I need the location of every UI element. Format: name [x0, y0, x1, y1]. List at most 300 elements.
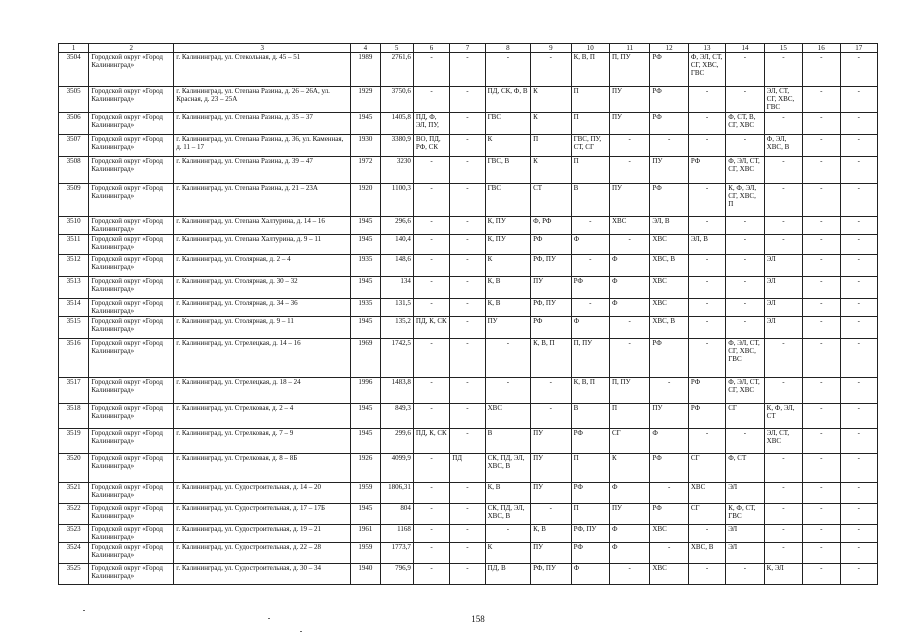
table-row: [59, 255, 878, 277]
cell-col-16: -: [803, 53, 840, 87]
cell-area: 3230: [380, 157, 413, 184]
cell-build-year: 1945: [351, 277, 380, 299]
cell-build-year: 1996: [351, 378, 380, 404]
table-row: [59, 184, 878, 217]
cell-col-8: -: [485, 339, 531, 378]
cell-record-number: 3520: [59, 454, 89, 483]
cell-col-16: -: [803, 404, 840, 429]
cell-col-17: -: [840, 404, 878, 429]
register-sheet: [58, 43, 878, 585]
cell-col-7: -: [450, 255, 485, 277]
cell-build-year: 1945: [351, 429, 380, 454]
cell-col-15: -: [764, 113, 802, 135]
cell-col-13: -: [688, 317, 725, 339]
cell-area: 796,9: [380, 564, 413, 585]
table-row: [59, 87, 878, 113]
cell-col-8: ПУ: [485, 317, 531, 339]
table-row: [59, 404, 878, 429]
cell-col-11: Ф: [609, 543, 649, 564]
cell-col-16: -: [803, 454, 840, 483]
cell-col-17: -: [840, 429, 878, 454]
cell-col-10: П, ПУ: [571, 339, 609, 378]
table-row: [59, 235, 878, 255]
cell-col-13: -: [688, 525, 725, 543]
cell-record-number: 3523: [59, 525, 89, 543]
cell-address: г. Калининград, ул. Столярная, д. 34 – 36: [174, 299, 351, 317]
cell-col-8: К, В: [485, 299, 531, 317]
cell-record-number: 3521: [59, 483, 89, 504]
cell-municipality: Городской округ «Город Калининград»: [89, 277, 174, 299]
cell-col-12: РФ: [650, 53, 688, 87]
scan-speck: [268, 618, 270, 619]
cell-col-13: -: [688, 113, 725, 135]
cell-col-17: -: [840, 483, 878, 504]
cell-col-6: ПД, К, СК: [413, 429, 449, 454]
cell-build-year: 1959: [351, 483, 380, 504]
cell-col-11: Ф: [609, 525, 649, 543]
cell-municipality: Городской округ «Город Калининград»: [89, 299, 174, 317]
cell-col-13: -: [688, 184, 725, 217]
cell-col-7: -: [450, 299, 485, 317]
cell-build-year: 1989: [351, 53, 380, 87]
cell-col-10: РФ: [571, 483, 609, 504]
cell-record-number: 3517: [59, 378, 89, 404]
table-row: [59, 113, 878, 135]
cell-col-17: -: [840, 184, 878, 217]
cell-col-11: -: [609, 317, 649, 339]
cell-col-17: -: [840, 504, 878, 525]
cell-col-6: -: [413, 255, 449, 277]
housing-register-table: [58, 43, 878, 585]
cell-col-13: Ф, ЭЛ, СТ, СГ, ХВС, ГВС: [688, 53, 725, 87]
cell-build-year: 1926: [351, 454, 380, 483]
cell-col-9: -: [531, 404, 571, 429]
cell-build-year: 1940: [351, 564, 380, 585]
cell-area: 2761,6: [380, 53, 413, 87]
cell-col-7: -: [450, 429, 485, 454]
cell-col-9: РФ, ПУ: [531, 255, 571, 277]
cell-col-12: РФ: [650, 113, 688, 135]
cell-address: г. Калининград, ул. Стрелковая, д. 7 – 9: [174, 429, 351, 454]
cell-address: г. Калининград, ул. Столярная, д. 9 – 11: [174, 317, 351, 339]
cell-col-16: -: [803, 113, 840, 135]
cell-col-14: -: [726, 135, 764, 157]
cell-col-12: -: [650, 378, 688, 404]
table-row: [59, 317, 878, 339]
table-row: [59, 217, 878, 235]
cell-col-13: РФ: [688, 378, 725, 404]
cell-col-9: К: [531, 87, 571, 113]
cell-record-number: 3511: [59, 235, 89, 255]
cell-col-16: -: [803, 87, 840, 113]
column-number-row: [59, 44, 878, 53]
cell-build-year: 1969: [351, 339, 380, 378]
cell-area: 1168: [380, 525, 413, 543]
cell-col-14: Ф, СТ, В, СГ, ХВС: [726, 113, 764, 135]
cell-municipality: Городской округ «Город Калининград»: [89, 87, 174, 113]
column-number-8: 8: [485, 44, 531, 53]
cell-col-8: СК, ПД, ЭЛ, ХВС, В: [485, 504, 531, 525]
cell-area: 140,4: [380, 235, 413, 255]
cell-col-7: -: [450, 235, 485, 255]
cell-municipality: Городской округ «Город Калининград»: [89, 404, 174, 429]
cell-address: г. Калининград, ул. Стрелковая, д. 8 – 8Б: [174, 454, 351, 483]
cell-col-7: -: [450, 184, 485, 217]
cell-col-12: ХВС, В: [650, 317, 688, 339]
cell-col-8: ГВС: [485, 184, 531, 217]
cell-col-15: ЭЛ: [764, 299, 802, 317]
cell-col-6: -: [413, 504, 449, 525]
table-row: [59, 543, 878, 564]
cell-area: 3380,9: [380, 135, 413, 157]
cell-col-16: -: [803, 525, 840, 543]
cell-col-9: СТ: [531, 184, 571, 217]
cell-col-15: К, Ф, ЭЛ, СТ: [764, 404, 802, 429]
cell-col-16: -: [803, 429, 840, 454]
cell-area: 1773,7: [380, 543, 413, 564]
cell-col-10: РФ: [571, 543, 609, 564]
cell-municipality: Городской округ «Город Калининград»: [89, 113, 174, 135]
cell-col-8: ГВС, В: [485, 157, 531, 184]
cell-col-17: -: [840, 454, 878, 483]
cell-address: г. Калининград, ул. Степана Разина, д. 36, ул. Каменная, д. 11 – 17: [174, 135, 351, 157]
column-number-14: 14: [726, 44, 764, 53]
cell-address: г. Калининград, ул. Степана Разина, д. 35 – 37: [174, 113, 351, 135]
cell-col-12: Ф: [650, 429, 688, 454]
cell-col-17: -: [840, 299, 878, 317]
table-row: [59, 135, 878, 157]
cell-address: г. Калининград, ул. Стрелецкая, д. 18 – 24: [174, 378, 351, 404]
cell-col-15: -: [764, 217, 802, 235]
cell-col-7: -: [450, 277, 485, 299]
cell-record-number: 3518: [59, 404, 89, 429]
cell-build-year: 1945: [351, 113, 380, 135]
cell-address: г. Калининград, ул. Судостроительная, д. 17 – 17Б: [174, 504, 351, 525]
cell-col-7: -: [450, 217, 485, 235]
cell-address: г. Калининград, ул. Судостроительная, д. 30 – 34: [174, 564, 351, 585]
cell-col-10: РФ: [571, 277, 609, 299]
cell-col-12: ПУ: [650, 157, 688, 184]
cell-col-16: -: [803, 157, 840, 184]
table-row: [59, 429, 878, 454]
cell-col-17: -: [840, 378, 878, 404]
column-number-5: 5: [380, 44, 413, 53]
cell-col-13: СГ: [688, 504, 725, 525]
cell-col-13: РФ: [688, 157, 725, 184]
cell-col-9: -: [531, 378, 571, 404]
cell-col-16: -: [803, 135, 840, 157]
cell-col-9: ПУ: [531, 429, 571, 454]
cell-col-15: -: [764, 184, 802, 217]
cell-record-number: 3506: [59, 113, 89, 135]
cell-record-number: 3510: [59, 217, 89, 235]
cell-col-14: К, Ф, ЭЛ, СГ, ХВС, П: [726, 184, 764, 217]
cell-col-16: -: [803, 564, 840, 585]
cell-col-13: -: [688, 277, 725, 299]
cell-col-12: ХВС: [650, 299, 688, 317]
cell-col-11: ПУ: [609, 504, 649, 525]
cell-col-10: П: [571, 113, 609, 135]
cell-col-9: РФ: [531, 317, 571, 339]
cell-col-13: ЭЛ, В: [688, 235, 725, 255]
cell-col-12: ХВС: [650, 277, 688, 299]
cell-col-8: ПД, СК, Ф, В: [485, 87, 531, 113]
cell-col-11: П, ПУ: [609, 53, 649, 87]
cell-municipality: Городской округ «Город Калининград»: [89, 53, 174, 87]
cell-col-12: ХВС, В: [650, 255, 688, 277]
cell-col-11: Ф: [609, 299, 649, 317]
cell-col-17: -: [840, 255, 878, 277]
cell-col-17: -: [840, 135, 878, 157]
cell-col-11: П: [609, 404, 649, 429]
cell-col-10: ГВС, ПУ, СТ, СГ: [571, 135, 609, 157]
cell-col-17: -: [840, 525, 878, 543]
cell-col-8: К: [485, 255, 531, 277]
cell-col-15: -: [764, 504, 802, 525]
cell-col-9: ПУ: [531, 543, 571, 564]
cell-build-year: 1945: [351, 235, 380, 255]
cell-col-9: Ф, РФ: [531, 217, 571, 235]
cell-col-14: Ф, ЭЛ, СТ, СГ, ХВС, ГВС: [726, 339, 764, 378]
cell-build-year: 1972: [351, 157, 380, 184]
cell-col-6: -: [413, 454, 449, 483]
cell-col-16: -: [803, 378, 840, 404]
cell-col-17: -: [840, 339, 878, 378]
table-row: [59, 378, 878, 404]
cell-col-14: ЭЛ: [726, 483, 764, 504]
cell-col-16: -: [803, 483, 840, 504]
cell-col-17: -: [840, 317, 878, 339]
cell-col-8: ПД, В: [485, 564, 531, 585]
cell-col-6: -: [413, 53, 449, 87]
cell-build-year: 1959: [351, 543, 380, 564]
cell-col-15: ЭЛ: [764, 255, 802, 277]
cell-col-15: -: [764, 378, 802, 404]
cell-col-10: К, В, П: [571, 378, 609, 404]
cell-col-14: Ф, ЭЛ, СТ, СГ, ХВС: [726, 378, 764, 404]
cell-col-6: -: [413, 339, 449, 378]
cell-col-9: К: [531, 113, 571, 135]
cell-record-number: 3516: [59, 339, 89, 378]
cell-col-15: -: [764, 525, 802, 543]
cell-address: г. Калининград, ул. Судостроительная, д. 14 – 20: [174, 483, 351, 504]
cell-col-13: -: [688, 217, 725, 235]
cell-address: г. Калининград, ул. Столярная, д. 2 – 4: [174, 255, 351, 277]
cell-col-11: ПУ: [609, 113, 649, 135]
cell-area: 849,3: [380, 404, 413, 429]
cell-record-number: 3509: [59, 184, 89, 217]
column-number-3: 3: [174, 44, 351, 53]
cell-col-6: -: [413, 217, 449, 235]
cell-area: 804: [380, 504, 413, 525]
cell-col-11: Ф: [609, 277, 649, 299]
cell-address: г. Калининград, ул. Степана Разина, д. 39 – 47: [174, 157, 351, 184]
page-number: 158: [471, 614, 485, 624]
cell-col-7: -: [450, 504, 485, 525]
cell-col-14: -: [726, 235, 764, 255]
cell-col-15: -: [764, 454, 802, 483]
cell-col-8: К, В: [485, 483, 531, 504]
cell-area: 1483,8: [380, 378, 413, 404]
column-number-6: 6: [413, 44, 449, 53]
cell-col-14: -: [726, 255, 764, 277]
cell-col-16: -: [803, 255, 840, 277]
table-row: [59, 504, 878, 525]
cell-area: 135,2: [380, 317, 413, 339]
cell-col-12: -: [650, 483, 688, 504]
cell-col-9: РФ, ПУ: [531, 299, 571, 317]
cell-area: 1742,5: [380, 339, 413, 378]
cell-col-13: СГ: [688, 454, 725, 483]
column-number-12: 12: [650, 44, 688, 53]
cell-area: 3750,6: [380, 87, 413, 113]
column-number-16: 16: [803, 44, 840, 53]
cell-col-10: РФ: [571, 429, 609, 454]
column-number-13: 13: [688, 44, 725, 53]
cell-area: 4099,9: [380, 454, 413, 483]
cell-address: г. Калининград, ул. Стекольная, д. 45 – 51: [174, 53, 351, 87]
cell-municipality: Городской округ «Город Калининград»: [89, 564, 174, 585]
cell-area: 299,6: [380, 429, 413, 454]
cell-municipality: Городской округ «Город Калининград»: [89, 543, 174, 564]
cell-col-14: -: [726, 217, 764, 235]
cell-col-12: РФ: [650, 87, 688, 113]
cell-col-7: -: [450, 317, 485, 339]
cell-col-13: -: [688, 299, 725, 317]
cell-col-15: -: [764, 483, 802, 504]
cell-address: г. Калининград, ул. Судостроительная, д. 22 – 28: [174, 543, 351, 564]
cell-col-8: К, В: [485, 277, 531, 299]
cell-col-14: -: [726, 429, 764, 454]
cell-col-8: ХВС: [485, 404, 531, 429]
cell-col-14: К, Ф, СТ, ГВС: [726, 504, 764, 525]
cell-col-16: -: [803, 184, 840, 217]
cell-address: г. Калининград, ул. Столярная, д. 30 – 32: [174, 277, 351, 299]
cell-col-16: -: [803, 299, 840, 317]
scan-speck: [300, 631, 302, 632]
cell-col-12: РФ: [650, 504, 688, 525]
cell-col-7: -: [450, 404, 485, 429]
cell-col-17: -: [840, 113, 878, 135]
cell-col-8: К, ПУ: [485, 217, 531, 235]
cell-col-10: Ф: [571, 564, 609, 585]
table-row: [59, 525, 878, 543]
cell-col-13: РФ: [688, 404, 725, 429]
cell-col-12: ПУ: [650, 404, 688, 429]
cell-area: 296,6: [380, 217, 413, 235]
cell-col-10: РФ, ПУ: [571, 525, 609, 543]
cell-col-9: ПУ: [531, 277, 571, 299]
cell-col-10: В: [571, 184, 609, 217]
cell-col-9: -: [531, 53, 571, 87]
cell-col-11: ХВС: [609, 217, 649, 235]
column-number-9: 9: [531, 44, 571, 53]
cell-record-number: 3505: [59, 87, 89, 113]
cell-col-15: К, ЭЛ: [764, 564, 802, 585]
column-number-7: 7: [450, 44, 485, 53]
cell-col-11: К: [609, 454, 649, 483]
cell-col-6: -: [413, 543, 449, 564]
cell-address: г. Калининград, ул. Стрелецкая, д. 14 – 16: [174, 339, 351, 378]
cell-col-7: -: [450, 564, 485, 585]
cell-col-11: П, ПУ: [609, 378, 649, 404]
cell-col-17: -: [840, 157, 878, 184]
cell-col-14: -: [726, 53, 764, 87]
cell-col-11: ПУ: [609, 87, 649, 113]
cell-municipality: Городской округ «Город Калининград»: [89, 378, 174, 404]
table-row: [59, 277, 878, 299]
cell-address: г. Калининград, ул. Степана Разина, д. 26 – 26А, ул. Красная, д. 23 – 25А: [174, 87, 351, 113]
cell-col-12: -: [650, 543, 688, 564]
cell-municipality: Городской округ «Город Калининград»: [89, 429, 174, 454]
cell-col-7: -: [450, 543, 485, 564]
cell-col-17: -: [840, 543, 878, 564]
cell-col-6: ПД, К, СК: [413, 317, 449, 339]
cell-build-year: 1930: [351, 135, 380, 157]
cell-area: 1405,8: [380, 113, 413, 135]
cell-build-year: 1961: [351, 525, 380, 543]
cell-col-6: -: [413, 277, 449, 299]
cell-col-13: -: [688, 339, 725, 378]
cell-col-15: -: [764, 53, 802, 87]
cell-municipality: Городской округ «Город Калининград»: [89, 157, 174, 184]
cell-col-12: РФ: [650, 184, 688, 217]
cell-col-8: К: [485, 543, 531, 564]
cell-col-12: ХВС: [650, 235, 688, 255]
cell-address: г. Калининград, ул. Стрелковая, д. 2 – 4: [174, 404, 351, 429]
cell-col-17: -: [840, 217, 878, 235]
cell-col-6: -: [413, 378, 449, 404]
cell-col-15: -: [764, 339, 802, 378]
cell-record-number: 3508: [59, 157, 89, 184]
cell-col-9: РФ, ПУ: [531, 564, 571, 585]
cell-col-11: ПУ: [609, 184, 649, 217]
table-row: [59, 299, 878, 317]
cell-col-15: ЭЛ: [764, 317, 802, 339]
cell-col-13: ХВС: [688, 483, 725, 504]
cell-col-7: -: [450, 339, 485, 378]
cell-col-13: -: [688, 255, 725, 277]
cell-col-14: -: [726, 299, 764, 317]
cell-col-8: -: [485, 525, 531, 543]
cell-col-16: -: [803, 217, 840, 235]
column-number-2: 2: [89, 44, 174, 53]
cell-col-15: ЭЛ, СТ, ХВС: [764, 429, 802, 454]
cell-record-number: 3515: [59, 317, 89, 339]
cell-col-12: ЭЛ, В: [650, 217, 688, 235]
cell-col-14: Ф, ЭЛ, СТ, СГ, ХВС: [726, 157, 764, 184]
cell-col-16: -: [803, 317, 840, 339]
cell-col-11: -: [609, 157, 649, 184]
cell-build-year: 1945: [351, 217, 380, 235]
column-number-11: 11: [609, 44, 649, 53]
cell-build-year: 1945: [351, 317, 380, 339]
cell-col-17: -: [840, 53, 878, 87]
cell-col-13: ХВС, В: [688, 543, 725, 564]
cell-build-year: 1920: [351, 184, 380, 217]
cell-record-number: 3519: [59, 429, 89, 454]
cell-col-8: ГВС: [485, 113, 531, 135]
table-row: [59, 53, 878, 87]
cell-col-16: -: [803, 235, 840, 255]
cell-col-9: К: [531, 157, 571, 184]
column-number-15: 15: [764, 44, 802, 53]
cell-col-16: -: [803, 277, 840, 299]
cell-col-10: П: [571, 157, 609, 184]
cell-municipality: Городской округ «Город Калининград»: [89, 483, 174, 504]
cell-col-9: К, В: [531, 525, 571, 543]
cell-col-10: Ф: [571, 235, 609, 255]
